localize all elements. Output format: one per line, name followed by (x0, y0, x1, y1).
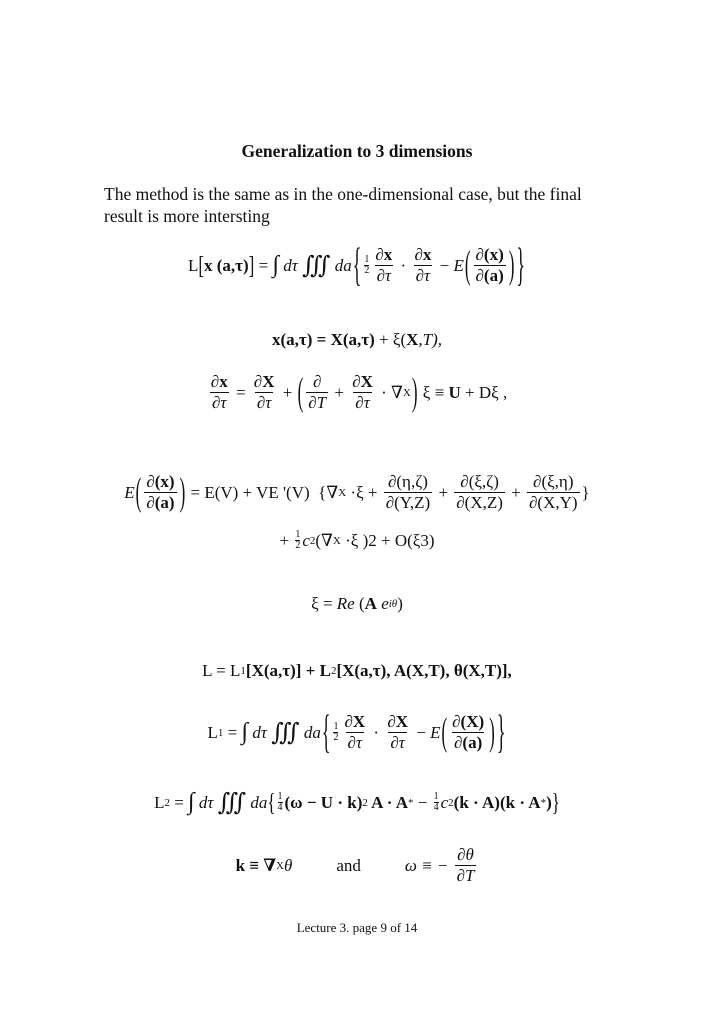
equation-energy-expansion-line2: + $\frac{1}{2}$ c 2 (∇ X ·ξ )2 + O(ξ3) (279, 529, 435, 551)
equation-position-expansion: x(a,τ) = X(a,τ) + ξ( X ,T), (271, 330, 443, 349)
equation-wave-vector-frequency: k ≡ ∇ X θ and ω ≡ − $\frac{\partial\theta}{\partial T}$ (235, 845, 475, 885)
equation-energy-expansion: E ( $\frac{\partial(x)}{\partial(a)}$ ) = E(V) + VE '(V) {∇ X ·ξ + $\frac{\partial(\eta,\zeta)}{\partial(Y,Z)}$ + $\frac{\partial(\xi,\zeta)}{\partial(X,Z)}$ + $\frac{\partial(\xi,\eta)}{\partial(X,Y)}$ } (124, 469, 590, 514)
equation-lagrangian: L [ x (a,τ) ] = ∫ dτ ∭ da { 1 2 $\frac{\partial x}{\partial\tau}$ · $\frac{\partial x}{\partial\tau}$ − E ( $\frac{\partial(x)}{\partial(a)}$ ) } (187, 238, 526, 291)
equation-L2: L 2 = ∫ dτ ∭ da { 1 4 (ω − U · k) 2 A · A * − $\frac{1}{4}$ c 2 (k · A)(k · A * ) } (154, 787, 560, 816)
page-footer: Lecture 3. page 9 of 14 (296, 920, 418, 935)
equation-velocity: $\frac{\partial x}{\partial\tau}$ = $\frac{\partial X}{\partial\tau}$ + ( $\frac{\partial}{\partial T}$ + $\frac{\partial X}{\partial\tau}$ · ∇ X ) ξ ≡ U + Dξ , (210, 369, 508, 414)
section-title: Generalization to 3 dimensions (241, 141, 473, 161)
equation-L1: L 1 = ∫ dτ ∭ da { 1 2 $\frac{\partial X}{\partial\tau}$ · $\frac{\partial X}{\partial\tau}$ − E ( $\frac{\partial(X)}{\partial(a)}$ ) } (207, 705, 506, 758)
equation-displacement: ξ = Re ( A e iθ ) (311, 594, 403, 613)
intro-paragraph: The method is the same as in the one-dimensional case, but the final result is more intersting (104, 184, 582, 226)
equation-lagrangian-split: L = L 1 [X(a,τ)] + L 2 [X(a,τ), A(X,T), θ(X,T)], (202, 661, 512, 680)
